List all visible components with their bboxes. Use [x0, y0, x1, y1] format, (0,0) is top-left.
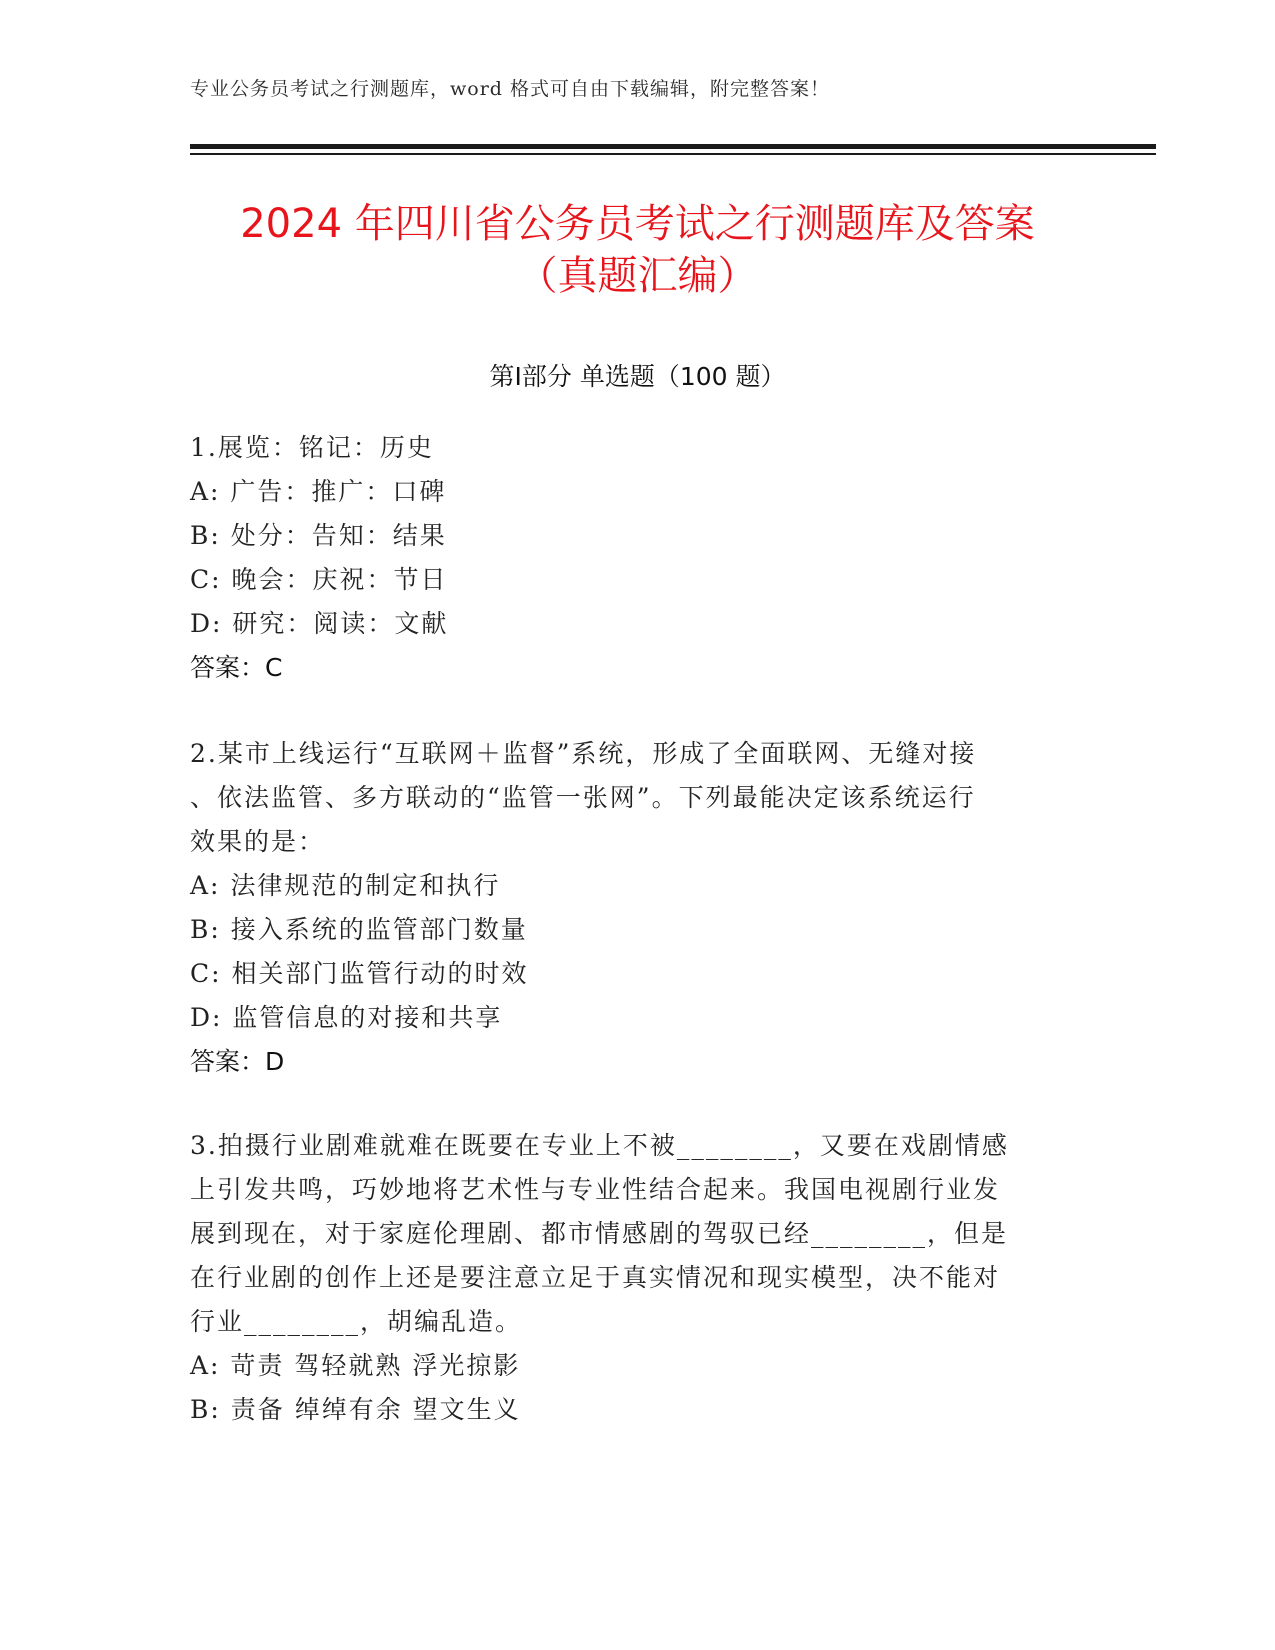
option-b: B: 处分：告知：结果 — [190, 521, 447, 550]
option-b: B: 责备 绰绰有余 望文生义 — [190, 1395, 521, 1424]
question-stem-line: 、依法监管、多方联动的“监管一张网”。下列最能决定该系统运行 — [190, 783, 976, 812]
document-title — [0, 198, 1275, 302]
header-rule-thin — [190, 153, 1156, 155]
answer: 答案：C — [190, 653, 283, 682]
section-heading: 第Ⅰ部分 单选题（100 题） — [489, 362, 786, 391]
option-b: B: 接入系统的监管部门数量 — [190, 915, 528, 944]
question-stem-line: 展到现在，对于家庭伦理剧、都市情感剧的驾驭已经________，但是 — [190, 1219, 1009, 1248]
question-stem-line: 效果的是： — [190, 827, 326, 856]
option-d: D: 监管信息的对接和共享 — [190, 1003, 503, 1032]
document-title-line-1: 2024 年四川省公务员考试之行测题库及答案 — [240, 201, 1035, 247]
option-a: A: 广告：推广：口碑 — [190, 477, 447, 506]
document-title-line-2: （真题汇编） — [517, 253, 758, 299]
question-stem-line: 3.拍摄行业剧难就难在既要在专业上不被________，又要在戏剧情感 — [190, 1131, 1009, 1160]
answer: 答案：D — [190, 1047, 285, 1076]
question-stem-line: 行业________，胡编乱造。 — [190, 1307, 523, 1336]
option-a: A: 苛责 驾轻就熟 浮光掠影 — [190, 1351, 521, 1380]
option-d: D: 研究：阅读：文献 — [190, 609, 449, 638]
option-a: A: 法律规范的制定和执行 — [190, 871, 501, 900]
header-rule-thick — [190, 144, 1156, 149]
header-note: 专业公务员考试之行测题库，word 格式可自由下载编辑，附完整答案！ — [190, 78, 830, 100]
question-stem: 1.展览：铭记：历史 — [190, 433, 434, 462]
question-stem-line: 2.某市上线运行“互联网＋监督”系统，形成了全面联网、无缝对接 — [190, 739, 977, 768]
option-c: C: 相关部门监管行动的时效 — [190, 959, 529, 988]
question-stem-line: 在行业剧的创作上还是要注意立足于真实情况和现实模型，决不能对 — [190, 1263, 1001, 1292]
question-stem-line: 上引发共鸣，巧妙地将艺术性与专业性结合起来。我国电视剧行业发 — [190, 1175, 1001, 1204]
option-c: C: 晚会：庆祝：节日 — [190, 565, 448, 594]
